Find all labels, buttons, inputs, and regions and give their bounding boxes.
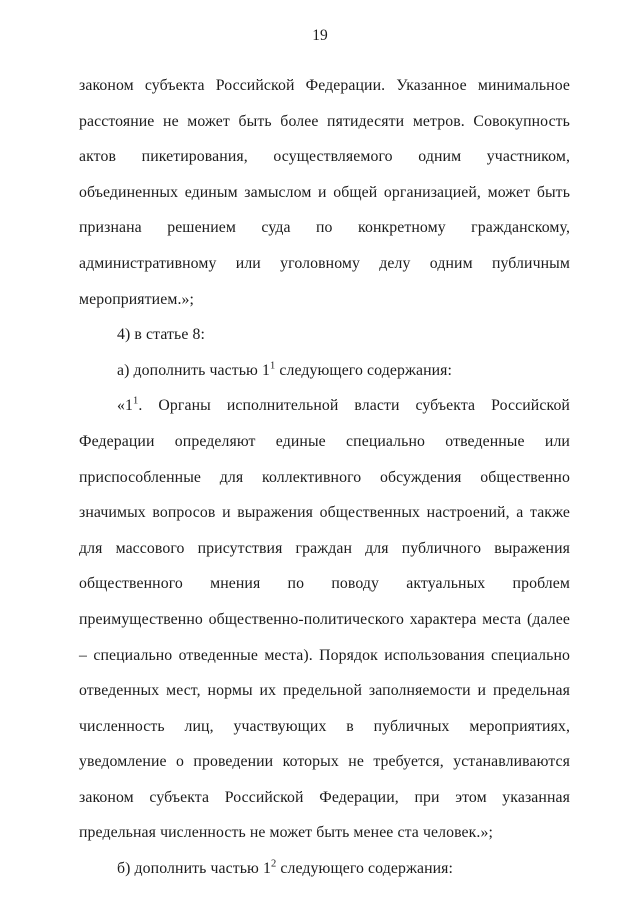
subclause-b-heading: б) дополнить частью $1^2$ следующего содержания: [117,858,454,878]
subclause-a-heading: а) дополнить частью $1^1$ следующего содержания: [117,360,453,379]
paragraph-continuation: законом субъекта Российской Федерации. Указанное минимальное расстояние не может быть более пятидесяти метров. Совокупность актов пикетирования, осуществляемого одним участником, объединенных единым замыслом и общей организацией, может быть признана решением суда по конкретному гражданскому, административному или уголовному делу одним публичным мероприятием.»; [79,77,570,308]
page-number: 19 [312,27,328,44]
document-body [79,68,570,887]
clause-4-article-8: 4) в статье 8: [117,326,205,344]
part-1-1-body: «$1^1$. Органы исполнительной власти субъекта Российской Федерации определяют единые специально отведенные или приспособленные для коллективного обсуждения общественно значимых вопросов и выражения общественных настроений, а также для массового присутствия граждан для публичного выражения общественного мнения по поводу актуальных проблем преимущественно общественно-политического характера места (далее – специально отведенные места). Порядок использования специально отведенных мест, нормы их предельной заполняемости и предельная численность лиц, участвующих в публичных мероприятиях, уведомление о проведении которых не требуется, устанавливаются законом субъекта Российской Федерации, при этом указанная предельная численность не может быть менее ста человек.»; [79,396,570,842]
